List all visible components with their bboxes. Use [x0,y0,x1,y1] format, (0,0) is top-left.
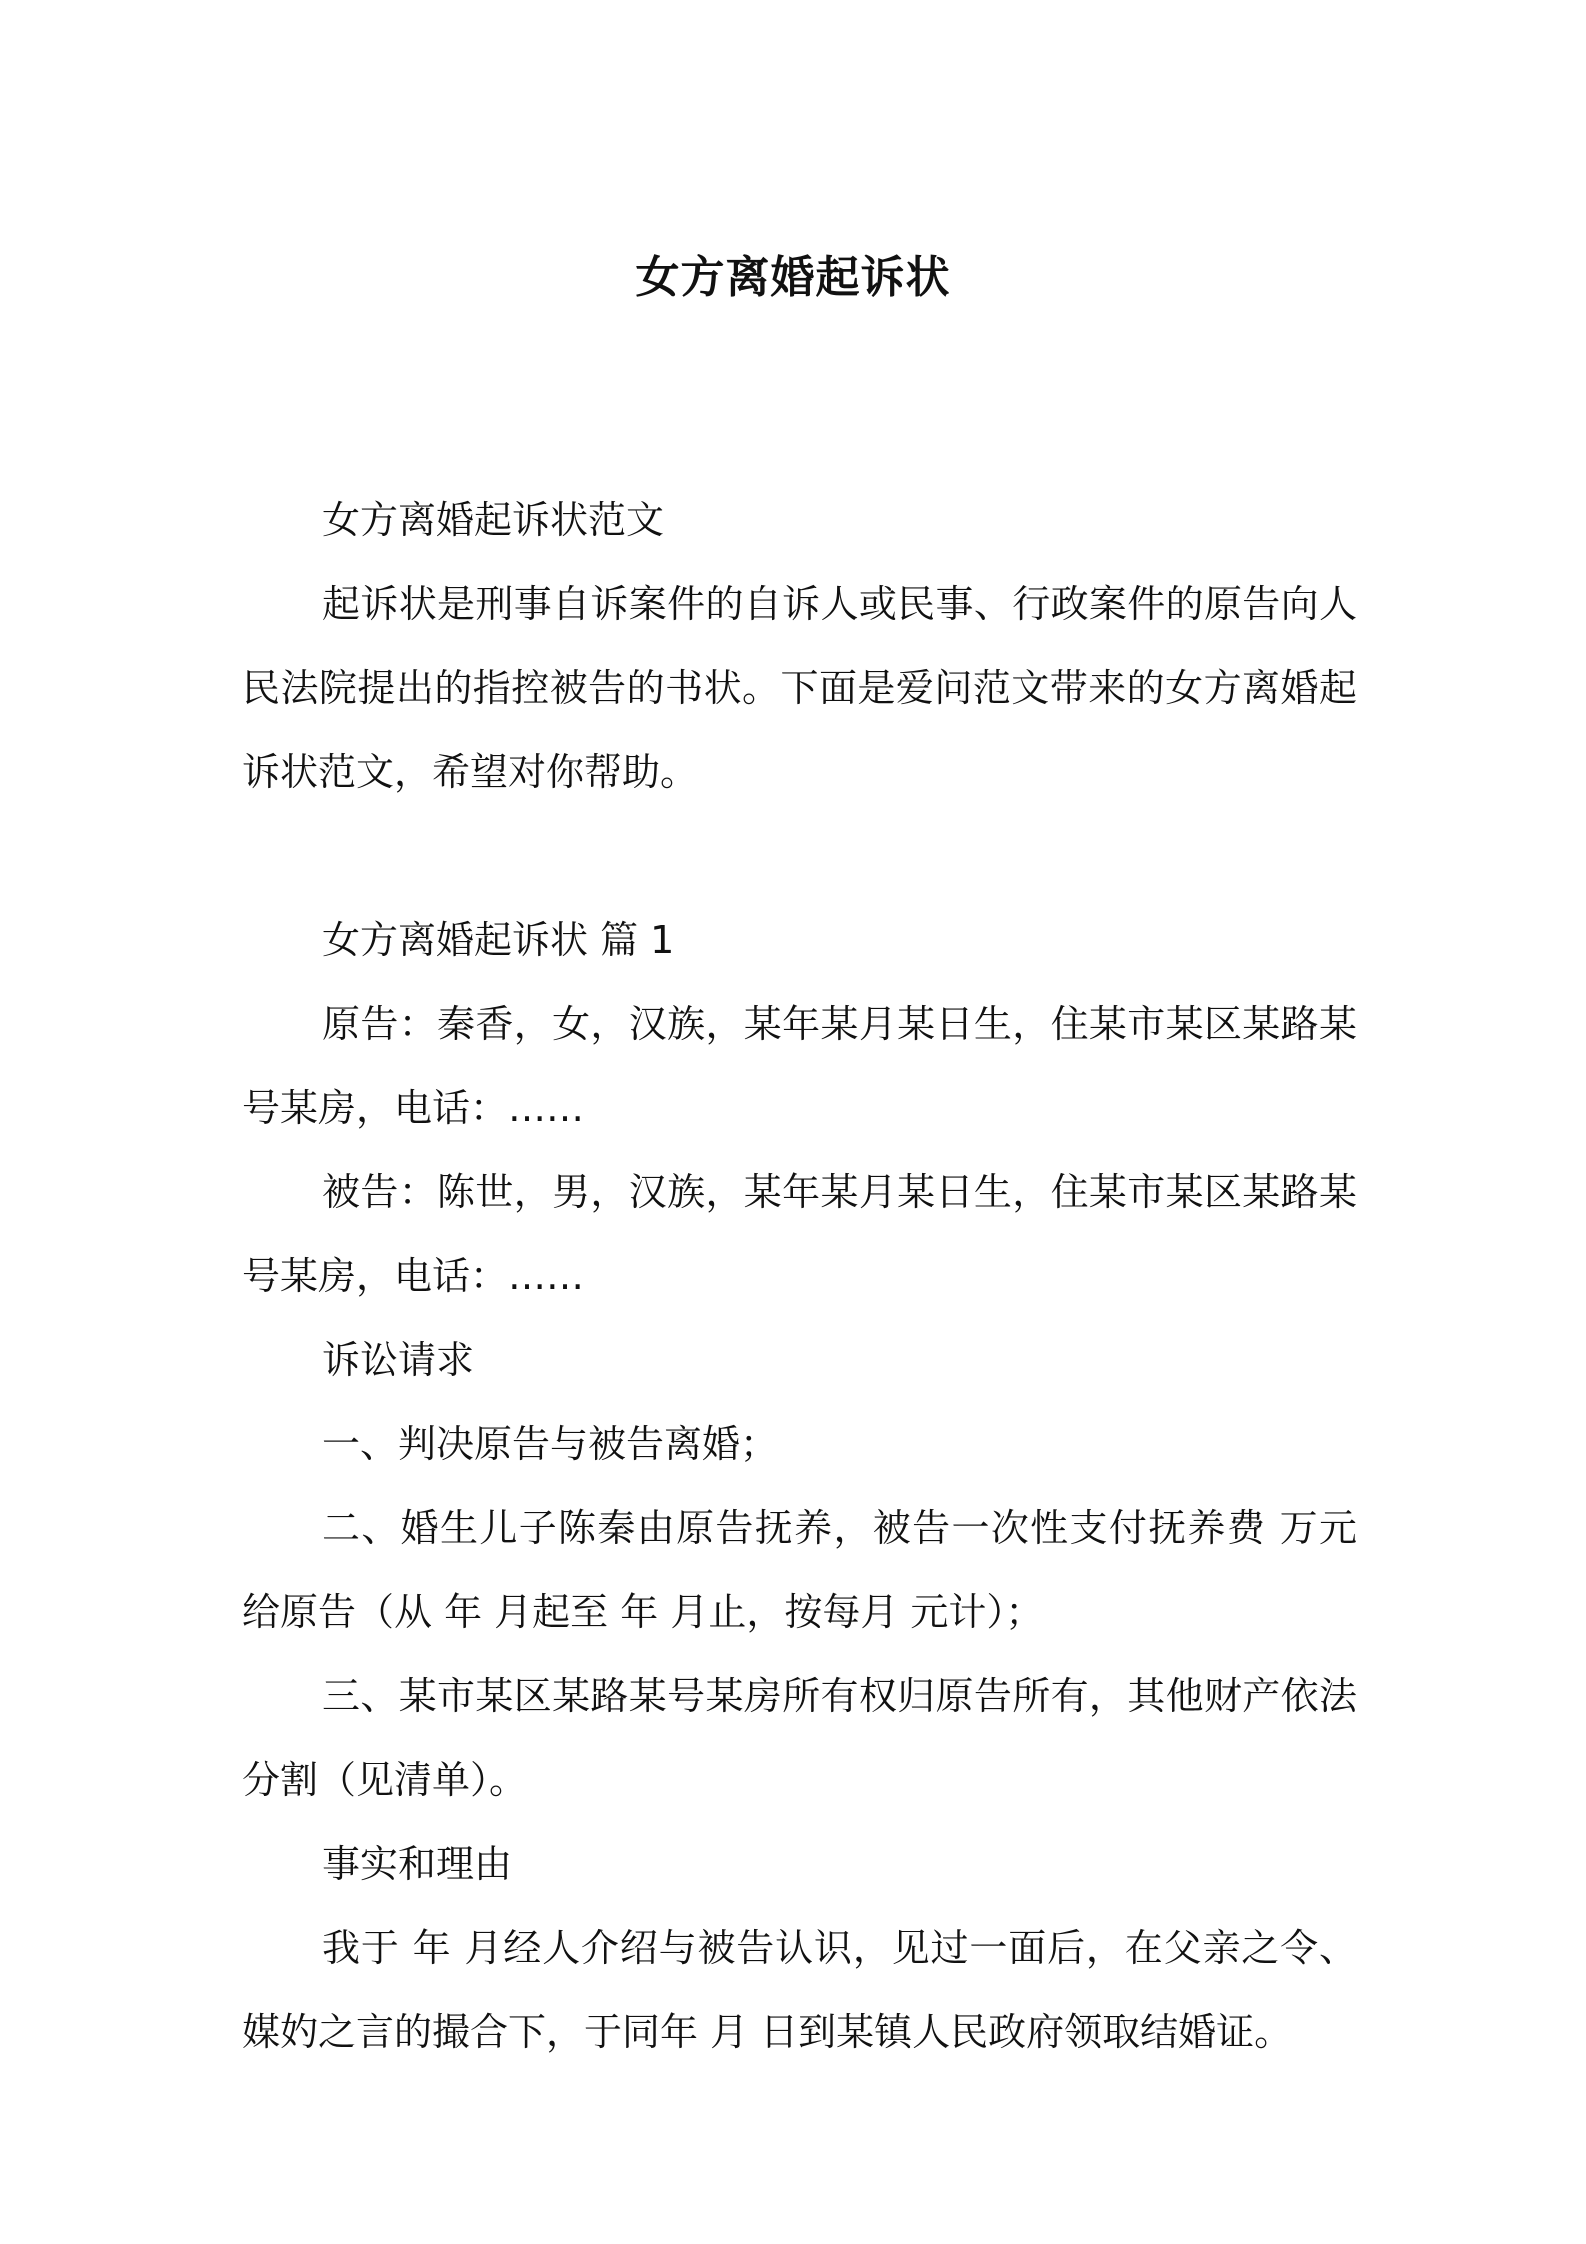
facts-paragraph-1: 我于 年 月经人介绍与被告认识，见过一面后，在父亲之令、媒妁之言的撮合下，于同年 月 日到某镇人民政府领取结婚证。 [242,1926,1357,2054]
facts-heading: 事实和理由 [322,1842,513,1886]
claim-item-1: 一、判决原告与被告离婚； [322,1422,779,1466]
subtitle: 女方离婚起诉状范文 [322,498,665,542]
defendant-info: 被告：陈世，男，汉族，某年某月某日生，住某市某区某路某号某房，电话：…… [242,1170,1357,1298]
claims-heading: 诉讼请求 [322,1338,475,1382]
spacer [242,814,1357,898]
plaintiff-info: 原告：秦香，女，汉族，某年某月某日生，住某市某区某路某号某房，电话：…… [242,1002,1357,1130]
intro-paragraph: 起诉状是刑事自诉案件的自诉人或民事、行政案件的原告向人民法院提出的指控被告的书状。下面是爱问范文带来的女方离婚起诉状范文，希望对你帮助。 [242,582,1357,794]
section-heading: 女方离婚起诉状 篇 1 [322,918,675,962]
claim-item-3: 三、某市某区某路某号某房所有权归原告所有，其他财产依法分割（见清单）。 [242,1674,1357,1802]
document-body [242,478,1357,2074]
document-title: 女方离婚起诉状 [635,252,951,303]
claim-item-2: 二、婚生儿子陈秦由原告抚养，被告一次性支付抚养费 万元给原告（从 年 月起至 年 月止，按每月 元计）； [242,1506,1357,1634]
